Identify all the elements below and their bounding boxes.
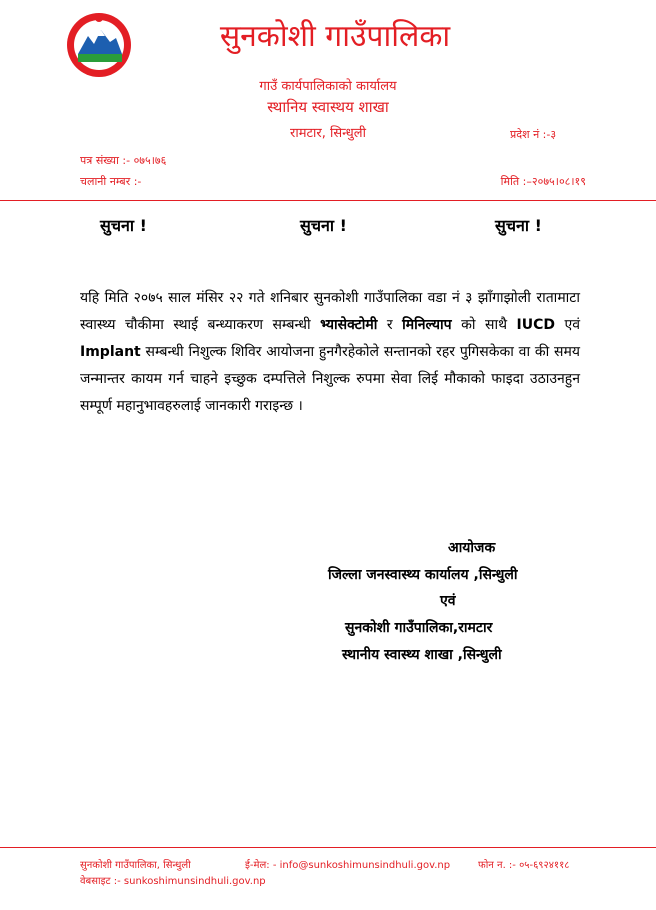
- organizer-line: जिल्ला जनस्वास्थ्य कार्यालय ,सिन्धुली: [328, 567, 518, 583]
- notice-heading: सुचना !: [495, 216, 542, 235]
- body-text: र: [377, 317, 403, 333]
- footer-phone: फोन न. :- ०५-६९२४११८: [478, 860, 570, 871]
- office-name: गाउँ कार्यपालिकाको कार्यालय: [259, 79, 397, 94]
- notice-heading: सुचना !: [100, 216, 147, 235]
- body-bold-text: IUCD: [516, 317, 555, 333]
- body-text: को साथै: [451, 317, 517, 333]
- footer-municipality: सुनकोशी गाउँपालिका, सिन्धुली: [80, 860, 191, 871]
- footer-email[interactable]: ई-मेल: - info@sunkoshimunsindhuli.gov.np: [245, 860, 451, 871]
- body-text: सम्बन्धी निशुल्क शिविर आयोजना हुनगैरहेकोले सन्तानको रहर पुगिसकेका वा की समय जन्मान्तर कायम गर्न चाहने इच्छुक दम्पत्तिले निशुल्क रुपमा सेवा लिई मौकाको फाइदा उठाउनहुन सम्पूर्ण महानुभावहरुलाई जानकारी गराइन्छ ।: [80, 344, 580, 414]
- section-name: स्थानिय स्वास्थय शाखा: [267, 98, 389, 116]
- body-text: यहि मिति २०७५ साल मंसिर २२ गते शनिबार सुनकोशी गाउँपालिका वडा नं ३ झाँगाझोली रातामाटा स्वास्थ्य चौकीमा स्थाई बन्ध्याकरण सम्बन्धी: [80, 290, 580, 333]
- organizer-line: सुनकोशी गाउँपालिका,रामटार: [345, 620, 493, 636]
- body-bold-text: भ्यासेक्टोमी: [320, 317, 378, 333]
- footer-divider: [0, 847, 656, 848]
- header-divider: [0, 200, 656, 201]
- body-bold-text: मिनिल्याप: [402, 317, 452, 333]
- organizer-line: एवं: [440, 593, 456, 609]
- notice-heading: सुचना !: [300, 216, 347, 235]
- province-number: प्रदेश नं :-३: [510, 128, 557, 141]
- office-address: रामटार, सिन्धुली: [290, 126, 366, 141]
- letter-date: मिति :–२०७५।०८।१९: [500, 175, 586, 188]
- footer-website[interactable]: वेबसाइट :- sunkoshimunsindhuli.gov.np: [80, 876, 266, 887]
- body-bold-text: Implant: [80, 344, 141, 360]
- letter-number: पत्र संख्या :- ०७५।७६: [80, 154, 167, 167]
- notice-body: [80, 285, 580, 420]
- organizer-line: स्थानीय स्वास्थ्य शाखा ,सिन्धुली: [342, 647, 502, 663]
- page-title: सुनकोशी गाउँपालिका: [219, 19, 451, 54]
- body-text: एवं: [555, 317, 581, 333]
- organizer-heading: आयोजक: [448, 540, 496, 556]
- dispatch-number: चलानी नम्बर :-: [80, 175, 142, 188]
